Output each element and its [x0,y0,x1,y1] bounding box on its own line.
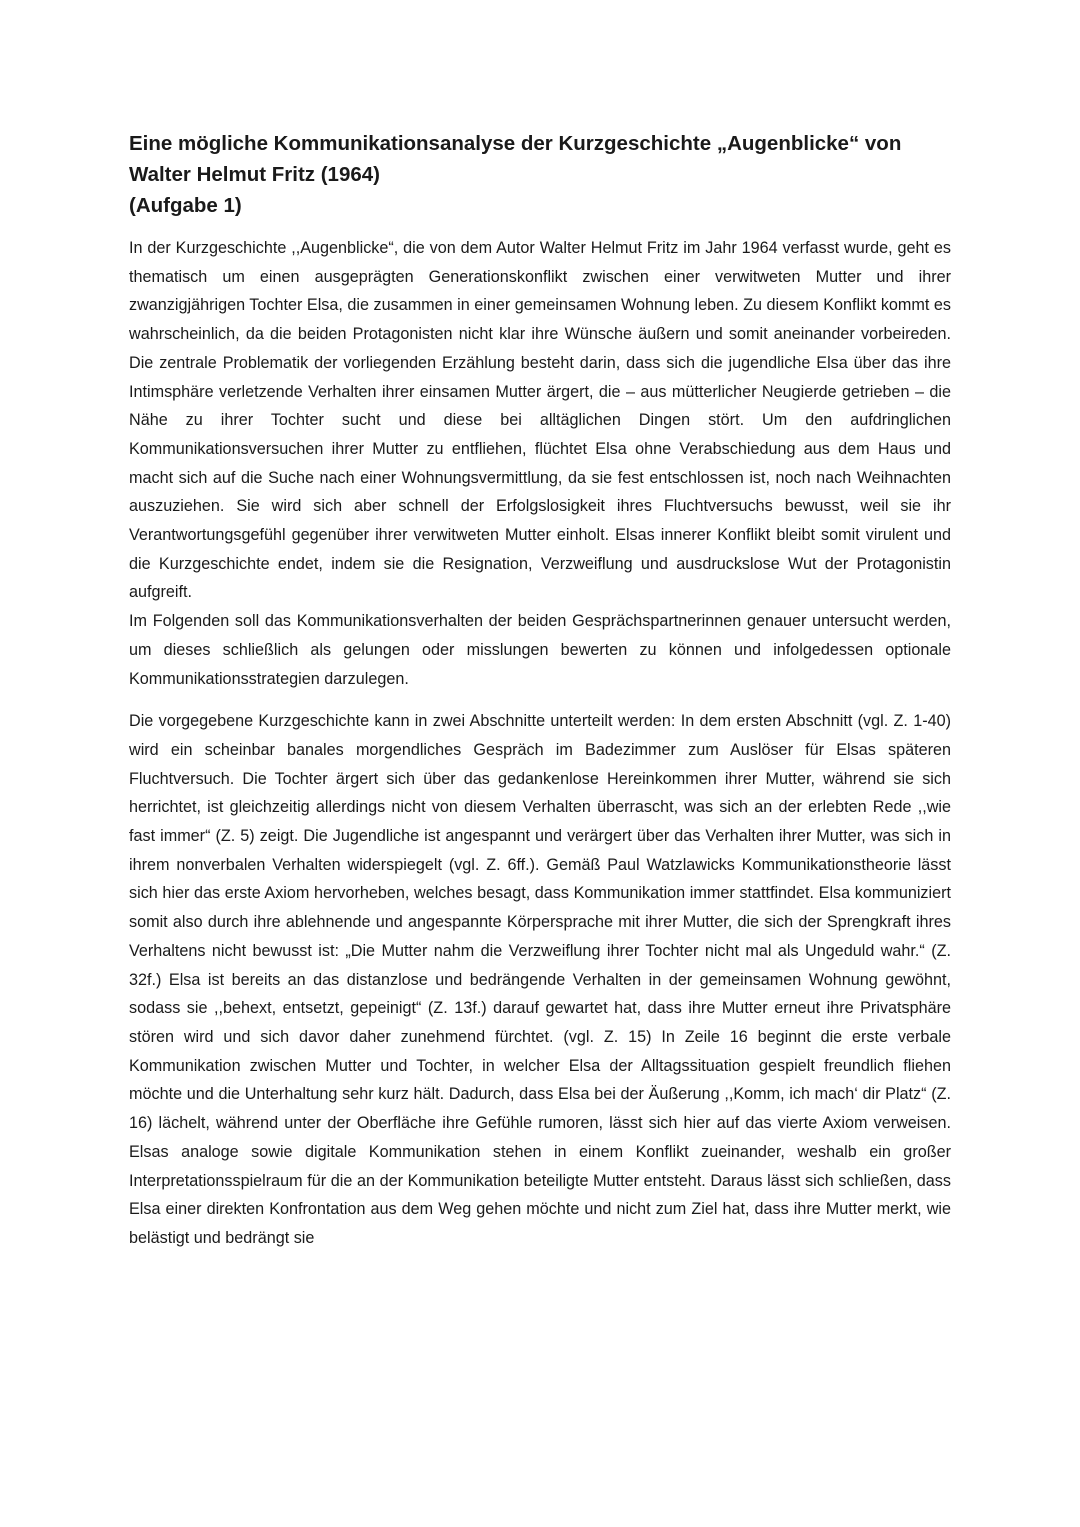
title-line-3: (Aufgabe 1) [129,194,242,217]
document-title [129,128,951,221]
document-page [129,128,951,1253]
paragraph-intro: In der Kurzgeschichte ,,Augenblicke“, die von dem Autor Walter Helmut Fritz im Jahr 1964 verfasst wurde, geht es thematisch um einen ausgeprägten Generationskonflikt zwischen einer verwitweten Mutter und ihrer zwanzigjährigen Tochter Elsa, die zusammen in einer gemeinsamen Wohnung leben. Zu diesem Konflikt kommt es wahrscheinlich, da die beiden Protagonisten nicht klar ihre Wünsche äußern und somit aneinander vorbeireden. Die zentrale Problematik der vorliegenden Erzählung besteht darin, dass sich die jugendliche Elsa über das ihre Intimsphäre verletzende Verhalten ihrer einsamen Mutter ärgert, die – aus mütterlicher Neugierde getrieben – die Nähe zu ihrer Tochter sucht und diese bei alltäglichen Dingen stört. Um den aufdringlichen Kommunikationsversuchen ihrer Mutter zu entfliehen, flüchtet Elsa ohne Verabschiedung aus dem Haus und macht sich auf die Suche nach einer Wohnungsvermittlung, da sie fest entschlossen ist, noch nach Weihnachten auszuziehen. Sie wird sich aber schnell der Erfolgslosigkeit ihres Fluchtversuchs bewusst, weil sie ihr Verantwortungsgefühl gegenüber ihrer verwitweten Mutter einholt. Elsas innerer Konflikt bleibt somit virulent und die Kurzgeschichte endet, indem sie die Resignation, Verzweiflung und ausdruckslose Wut der Protagonistin aufgreift. [129,239,951,602]
title-line-1: Eine mögliche Kommunikationsanalyse der Kurzgeschichte „Augenblicke“ von [129,132,902,155]
paragraph-outline: Im Folgenden soll das Kommunikationsverhalten der beiden Gesprächspartnerinnen genauer untersucht werden, um dieses schließlich als gelungen oder misslungen bewerten zu können und infolgedessen optionale Kommunikationsstrategien darzulegen. [129,612,951,688]
paragraph-analysis: Die vorgegebene Kurzgeschichte kann in zwei Abschnitte unterteilt werden: In dem ersten Abschnitt (vgl. Z. 1-40) wird ein scheinbar banales morgendliches Gespräch im Badezimmer zum Auslöser für Elsas späteren Fluchtversuch. Die Tochter ärgert sich über das gedankenlose Hereinkommen ihrer Mutter, während sie sich herrichtet, ist gleichzeitig allerdings nicht von diesem Verhalten überrascht, was sich an der erlebten Rede ,,wie fast immer“ (Z. 5) zeigt. Die Jugendliche ist angespannt und verärgert über das Verhalten ihrer Mutter, was sich in ihrem nonverbalen Verhalten widerspiegelt (vgl. Z. 6ff.). Gemäß Paul Watzlawicks Kommunikationstheorie lässt sich hier das erste Axiom hervorheben, welches besagt, dass Kommunikation immer stattfindet. Elsa kommuniziert somit also durch ihre ablehnende und angespannte Körpersprache mit ihrer Mutter, die sich der Sprengkraft ihres Verhaltens nicht bewusst ist: „Die Mutter nahm die Verzweiflung ihrer Tochter nicht mal als Ungeduld wahr.“ (Z. 32f.) Elsa ist bereits an das distanzlose und bedrängende Verhalten in der gemeinsamen Wohnung gewöhnt, sodass sie ,,behext, entsetzt, gepeinigt“ (Z. 13f.) darauf gewartet hat, dass ihre Mutter erneut ihre Privatsphäre stören wird und sich davor daher zunehmend fürchtet. (vgl. Z. 15) In Zeile 16 beginnt die erste verbale Kommunikation zwischen Mutter und Tochter, in welcher Elsa der Alltagssituation gespielt freundlich fliehen möchte und die Unterhaltung sehr kurz hält. Dadurch, dass Elsa bei der Äußerung ,,Komm, ich mach‘ dir Platz“ (Z. 16) lächelt, während unter der Oberfläche ihre Gefühle rumoren, lässt sich hier auf das vierte Axiom verweisen. Elsas analoge sowie digitale Kommunikation stehen in einem Konflikt zueinander, weshalb ein großer Interpretationsspielraum für die an der Kommunikation beteiligte Mutter entsteht. Daraus lässt sich schließen, dass Elsa einer direkten Konfrontation aus dem Weg gehen möchte und nicht zum Ziel hat, dass ihre Mutter merkt, wie belästigt und bedrängt sie [129,712,951,1247]
title-line-2: Walter Helmut Fritz (1964) [129,163,380,186]
